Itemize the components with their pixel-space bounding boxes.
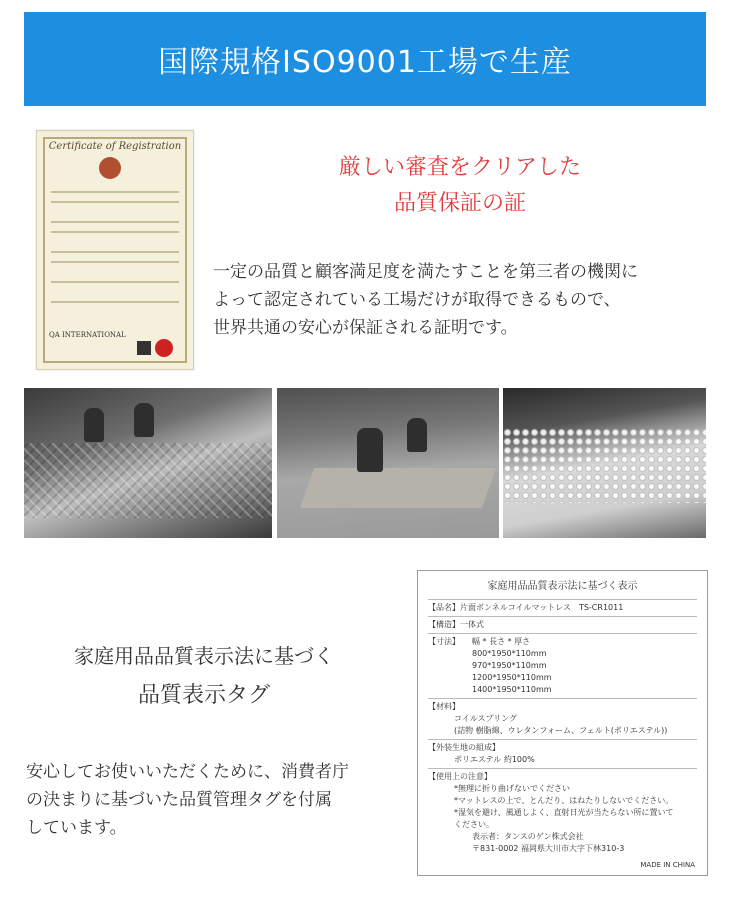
label-title: 家庭用品品質表示法に基づく表示 — [487, 581, 638, 592]
label-caution-4: ください。 — [454, 820, 494, 829]
label-dimension: 970*1950*110mm — [472, 661, 547, 670]
tag-description-line-2: の決まりに基づいた品質管理タグを付属 — [26, 790, 332, 810]
label-cover: ポリエステル 約100% — [454, 755, 535, 764]
tag-description-line-3: しています。 — [26, 818, 127, 838]
label-caution-header: 【使用上の注意】 — [428, 772, 492, 781]
certificate-text-line — [51, 251, 179, 253]
worker-figure — [134, 403, 154, 437]
label-cover-header: 【外装生地の組成】 — [428, 743, 500, 752]
description-line-2: よって認定されている工場だけが取得できるもので、 — [213, 290, 621, 310]
certificate-text-line — [51, 301, 179, 303]
headline-line-2: 品質保証の証 — [393, 191, 526, 216]
tag-heading-line-2: 品質表示タグ — [137, 683, 270, 708]
factory-photo-spring-assembly — [24, 388, 272, 538]
label-divider — [428, 768, 697, 769]
label-maker: 表示者：タンスのゲン株式会社 — [472, 832, 584, 841]
certificate-text-line — [51, 191, 179, 193]
page-title-banner — [24, 12, 706, 106]
tag-description — [26, 758, 396, 842]
label-material-2: (詰物 樹脂綿、ウレタンフォーム、フェルト(ポリエステル)) — [454, 726, 668, 735]
spring-mesh — [24, 443, 272, 518]
label-dimension: 1400*1950*110mm — [472, 685, 552, 694]
certificate-text-line — [51, 221, 179, 223]
label-dimension: 1200*1950*110mm — [472, 673, 552, 682]
certificate-title: Certificate of Registration — [48, 141, 182, 152]
label-divider — [428, 739, 697, 740]
label-dimensions-header: 【寸法】 幅 * 長さ * 厚さ — [428, 637, 531, 646]
worker-figure — [407, 418, 427, 452]
description-line-1: 一定の品質と顧客満足度を満たすことを第三者の機関に — [213, 262, 638, 282]
label-divider — [428, 633, 697, 634]
label-caution-1: *無理に折り曲げないでください — [454, 784, 570, 793]
mattress-pad — [300, 468, 497, 508]
label-caution-3: *湿気を避け、風通しよく、直射日光が当たらない所に置いて — [454, 808, 674, 817]
wax-seal-icon — [155, 339, 173, 357]
certificate-text-line — [51, 281, 179, 283]
factory-photo-padding — [277, 388, 499, 538]
crest-icon — [99, 157, 121, 179]
headline-line-1: 厳しい審査をクリアした — [338, 155, 581, 180]
label-divider — [428, 698, 697, 699]
label-material-header: 【材料】 — [428, 702, 460, 711]
label-address: 〒831-0002 福岡県大川市大字下林310-3 — [472, 844, 625, 853]
description-line-3: 世界共通の安心が保証される証明です。 — [213, 318, 518, 338]
pocket-coil-stack — [503, 428, 706, 503]
label-structure: 【構造】一体式 — [428, 620, 484, 629]
label-divider — [428, 616, 697, 617]
page-title: 国際規格ISO9001工場で生産 — [158, 45, 572, 80]
worker-figure — [84, 408, 104, 442]
label-divider — [428, 599, 697, 600]
certificate-brand: QA INTERNATIONAL — [49, 331, 126, 339]
certificate-text-line — [51, 261, 179, 263]
certificate-text-line — [51, 201, 179, 203]
qa-logo-icon — [137, 341, 151, 355]
tag-heading-line-1: 家庭用品品質表示法に基づく — [74, 644, 334, 668]
label-material-1: コイルスプリング — [454, 714, 518, 723]
factory-photo-pocket-coils — [503, 388, 706, 538]
quality-label-tag — [417, 570, 708, 876]
quality-headline — [210, 150, 710, 222]
label-dimension: 800*1950*110mm — [472, 649, 547, 658]
label-caution-2: *マットレスの上で、とんだり、はねたりしないでください。 — [454, 796, 674, 805]
tag-description-line-1: 安心してお使いいただくために、消費者庁 — [26, 762, 349, 782]
iso-certificate-image — [36, 130, 194, 370]
certificate-text-line — [51, 231, 179, 233]
label-product: 【品名】片面ボンネルコイルマットレス TS-CR1011 — [428, 603, 624, 612]
certification-description — [213, 258, 703, 342]
label-made-in: MADE IN CHINA — [640, 861, 695, 869]
worker-figure — [357, 428, 383, 472]
